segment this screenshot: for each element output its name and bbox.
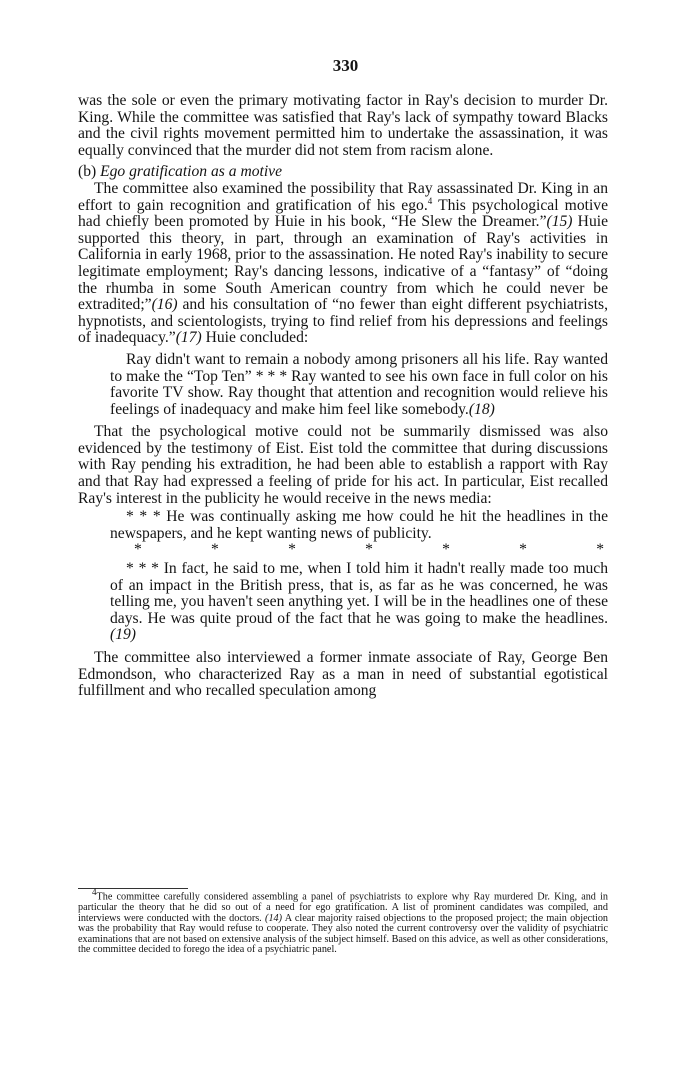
- star: *: [596, 541, 604, 559]
- star: *: [288, 541, 296, 559]
- paragraph-2-part-c: Huie supported this theory, in part, through an examination of Ray's activities in California in early 1968, prior to the assassination. He noted Ray's inability to secure legitimate employment; Ray's dancing lessons, indicative of a “fantasy” of “doing the rhumba in some South American country from which he could never be extradited;”: [78, 213, 608, 314]
- star: *: [211, 541, 219, 559]
- paragraph-4: The committee also interviewed a former inmate associate of Ray, George Ben Edmondson, who characterized Ray as a man in need of substantial egotistical fulfillment and who recalled speculation among: [78, 649, 608, 700]
- star: *: [442, 541, 450, 559]
- citation-ref: (16): [151, 296, 178, 314]
- star: *: [519, 541, 527, 559]
- citation-ref: (19): [110, 626, 136, 644]
- star: *: [134, 541, 142, 559]
- block-quote-1-text: Ray didn't want to remain a nobody among prisoners all his life. Ray wanted to make the “Top Ten” * * * Ray wanted to see his own face in full color on his favorite TV show. Ray thought that attention and recognition would relieve his feelings of inadequacy and make him feel like somebody.: [110, 350, 608, 418]
- footnote-ref-marker: 4: [427, 195, 433, 206]
- paragraph-2-part-e: Huie concluded:: [201, 329, 309, 347]
- citation-ref: (17): [175, 329, 202, 347]
- section-heading-text: Ego gratification as a motive: [100, 163, 283, 181]
- section-heading: [78, 164, 608, 181]
- footnote-marker: 4: [92, 887, 97, 897]
- paragraph-2: [78, 181, 608, 347]
- footnote: [78, 887, 609, 956]
- citation-ref: (15): [546, 213, 573, 231]
- block-quote-3-text: * * * In fact, he said to me, when I told him it hadn't really made too much of an impact in the British press, that is, as far as he was concerned, he was telling me, you haven't seen anything yet. I will be in the headlines one of these days. He was quite proud of the fact that he was going to make the headlines.: [110, 560, 608, 627]
- footnote-text-a: The committee carefully considered assembling a panel of psychiatrists to explore why Ray murdered Dr. King, and in particular the theory that he did so out of a need for ego gratification. A list of prominent candidates was compiled, and interviews were conducted with the doctors.: [78, 891, 608, 924]
- block-quote-1: [110, 352, 608, 418]
- body-text: [78, 93, 608, 700]
- paragraph-2-part-b: This psychological motive had chiefly been promoted by Huie in his book, “He Slew the Dreamer.”: [78, 196, 608, 231]
- star: *: [365, 541, 373, 559]
- page-number: 330: [332, 56, 359, 75]
- paragraph-2-part-d: and his consultation of “no fewer than eight different psychiatrists, hypnotists, and scientologists, trying to find relief from his depressions and feelings of inadequacy.”: [78, 296, 608, 347]
- ellipsis-stars: [134, 542, 604, 559]
- paragraph-2-part-a: The committee also examined the possibility that Ray assassinated Dr. King in an effort to gain recognition and gratification of his ego.: [78, 179, 608, 214]
- paragraph-1: was the sole or even the primary motivating factor in Ray's decision to murder Dr. King. While the committee was satisfied that Ray's lack of sympathy toward Blacks and the civil rights movement permitted him to undertake the assassination, it was equally convinced that the murder did not stem from racism alone.: [78, 92, 608, 159]
- citation-ref: (18): [468, 400, 495, 418]
- paragraph-3: That the psychological motive could not be summarily dismissed was also evidenced by the testimony of Eist. Eist told the committee that during discussions with Ray pending his extradition, he had been able to establish a rapport with Ray and that Ray had expressed a feeling of pride for his act. In particular, Eist recalled Ray's interest in the publicity he would receive in the news media:: [78, 423, 608, 507]
- citation-ref: (14): [265, 912, 283, 924]
- block-quote-3: [110, 561, 608, 644]
- block-quote-2: * * * He was continually asking me how could he hit the headlines in the newspapers, and he kept wanting news of publicity.: [110, 508, 608, 542]
- footnote-text-b: A clear majority raised objections to the proposed project; the main objection was the probability that Ray would refuse to cooperate. They also noted the current controversy over the validity of psychiatric examinations that are not based on extensive analysis of the subject himself. Based on this advice, as well as other considerations, the committee decided to forego the idea of a psychiatric panel.: [78, 912, 609, 956]
- section-heading-label: (b): [78, 163, 97, 181]
